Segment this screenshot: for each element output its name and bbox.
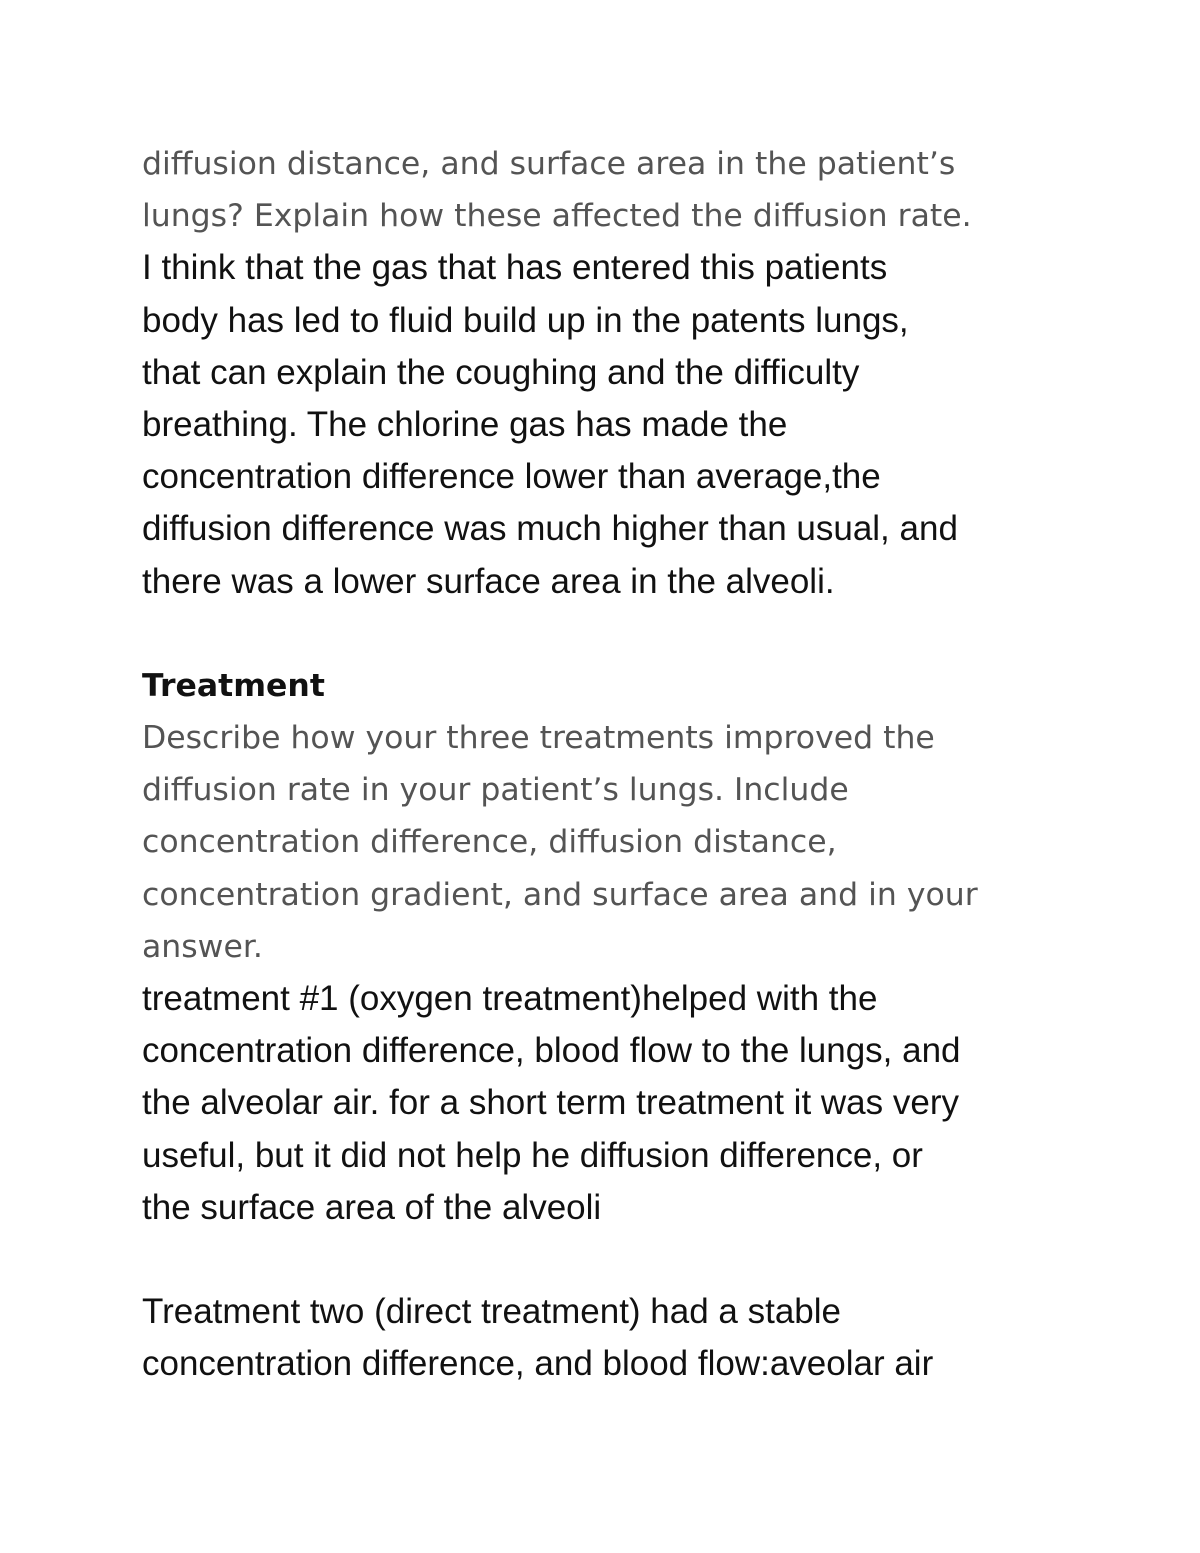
answer-line: the surface area of the alveoli bbox=[142, 1187, 602, 1227]
answer-line: that can explain the coughing and the difficulty bbox=[142, 352, 860, 392]
question-line: answer. bbox=[142, 928, 263, 965]
answer-paragraph bbox=[142, 242, 1072, 607]
treatment-2-answer bbox=[142, 1286, 1072, 1390]
answer-line: there was a lower surface area in the alveoli. bbox=[142, 561, 835, 601]
treatment-1-answer bbox=[142, 973, 1072, 1234]
answer-line: breathing. The chlorine gas has made the bbox=[142, 404, 788, 444]
question-line: lungs? Explain how these affected the diffusion rate. bbox=[142, 198, 972, 235]
answer-line: I think that the gas that has entered this patients bbox=[142, 248, 888, 288]
question-line: diffusion distance, and surface area in the patient’s bbox=[142, 146, 956, 182]
paragraph-spacer bbox=[142, 1234, 1072, 1286]
answer-line: concentration difference, and blood flow:aveolar air bbox=[142, 1344, 934, 1384]
answer-line: body has led to fluid build up in the patents lungs, bbox=[142, 300, 909, 340]
document-body bbox=[142, 138, 1072, 1391]
answer-line: the alveolar air. for a short term treatment it was very bbox=[142, 1083, 959, 1123]
treatment-question bbox=[142, 712, 1072, 973]
question-line: Describe how your three treatments improved the bbox=[142, 720, 935, 757]
paragraph-spacer bbox=[142, 608, 1072, 660]
question-line: diffusion rate in your patient’s lungs. Include bbox=[142, 772, 849, 809]
answer-line: concentration difference, blood flow to the lungs, and bbox=[142, 1031, 961, 1071]
answer-line: useful, but it did not help he diffusion difference, or bbox=[142, 1135, 923, 1175]
question-continued bbox=[142, 138, 1072, 242]
answer-line: concentration difference lower than average,the bbox=[142, 457, 881, 497]
section-heading-treatment: Treatment bbox=[142, 667, 325, 704]
answer-line: Treatment two (direct treatment) had a stable bbox=[142, 1292, 842, 1332]
answer-line: diffusion difference was much higher than usual, and bbox=[142, 509, 958, 549]
question-line: concentration difference, diffusion distance, bbox=[142, 824, 837, 861]
question-line: concentration gradient, and surface area and in your bbox=[142, 876, 978, 913]
answer-line: treatment #1 (oxygen treatment)helped with the bbox=[142, 979, 878, 1018]
